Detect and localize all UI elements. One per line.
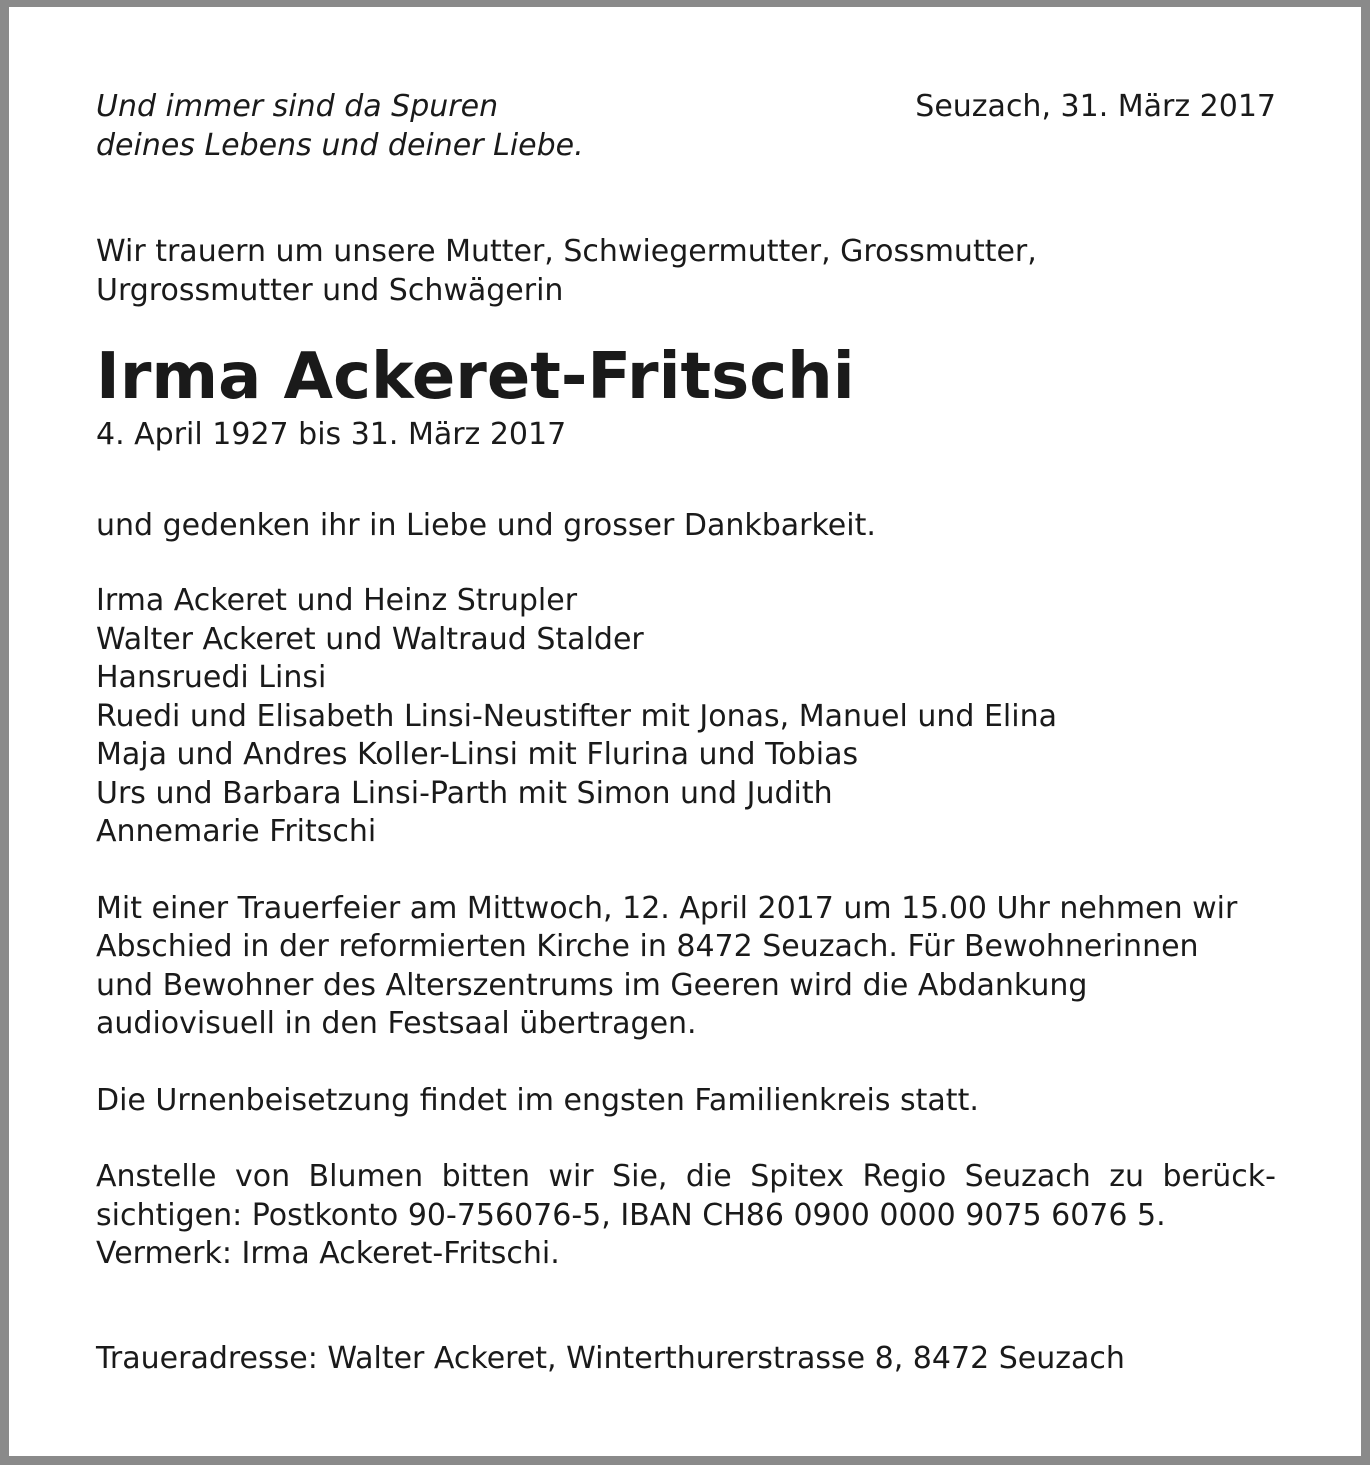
- lifespan: 4. April 1927 bis 31. März 2017: [96, 417, 567, 452]
- intro-line-2: Urgrossmutter und Schwägerin: [96, 272, 564, 308]
- donation-line-2: sichtigen: Postkonto 90-756076-5, IBAN CH86 0900 0000 9075 6076 5.: [96, 1197, 1166, 1233]
- mourner-item: Hansruedi Linsi: [96, 660, 327, 695]
- mourners-list: [96, 582, 1276, 852]
- mourner-item: Irma Ackeret und Heinz Strupler: [96, 583, 578, 618]
- burial-note: Die Urnenbeisetzung findet im engsten Familienkreis statt.: [96, 1082, 979, 1118]
- intro-text: [96, 233, 1276, 310]
- motto-line-2: deines Lebens und deiner Liebe.: [96, 127, 584, 163]
- donation-line-1: Anstelle von Blumen bitten wir Sie, die Spitex Regio Seuzach zu berück-: [96, 1159, 1276, 1194]
- motto-line-1: Und immer sind da Spuren: [96, 89, 499, 124]
- mourner-item: Walter Ackeret und Waltraud Stalder: [96, 621, 644, 657]
- ceremony-paragraph: [96, 890, 1276, 1044]
- remembrance-text: und gedenken ihr in Liebe und grosser Dankbarkeit.: [96, 507, 876, 543]
- mourning-address: Traueradresse: Walter Ackeret, Winterthurerstrasse 8, 8472 Seuzach: [96, 1340, 1125, 1376]
- ceremony-line: audiovisuell in den Festsaal übertragen.: [96, 1006, 697, 1041]
- mourner-item: Maja und Andres Koller-Linsi mit Flurina und Tobias: [96, 737, 859, 772]
- intro-line-1: Wir trauern um unsere Mutter, Schwiegermutter, Grossmutter,: [96, 234, 1037, 269]
- ceremony-line: Mit einer Trauerfeier am Mittwoch, 12. April 2017 um 15.00 Uhr nehmen wir: [96, 890, 1238, 926]
- motto: [96, 88, 584, 165]
- header-row: [96, 88, 1276, 165]
- mourner-item: Annemarie Fritschi: [96, 814, 377, 849]
- mourner-item: Urs und Barbara Linsi-Parth mit Simon und Judith: [96, 775, 833, 811]
- ceremony-line: Abschied in der reformierten Kirche in 8472 Seuzach. Für Bewohnerinnen: [96, 929, 1199, 964]
- obituary-notice: [96, 88, 1276, 1378]
- donation-line-3: Vermerk: Irma Ackeret-Fritschi.: [96, 1236, 560, 1271]
- ceremony-line: und Bewohner des Alterszentrums im Geeren wird die Abdankung: [96, 967, 1088, 1003]
- mourner-item: Ruedi und Elisabeth Linsi-Neustifter mit Jonas, Manuel und Elina: [96, 698, 1057, 734]
- place-date: Seuzach, 31. März 2017: [915, 89, 1276, 124]
- deceased-name: Irma Ackeret-Fritschi: [96, 340, 855, 414]
- donation-paragraph: [96, 1158, 1276, 1274]
